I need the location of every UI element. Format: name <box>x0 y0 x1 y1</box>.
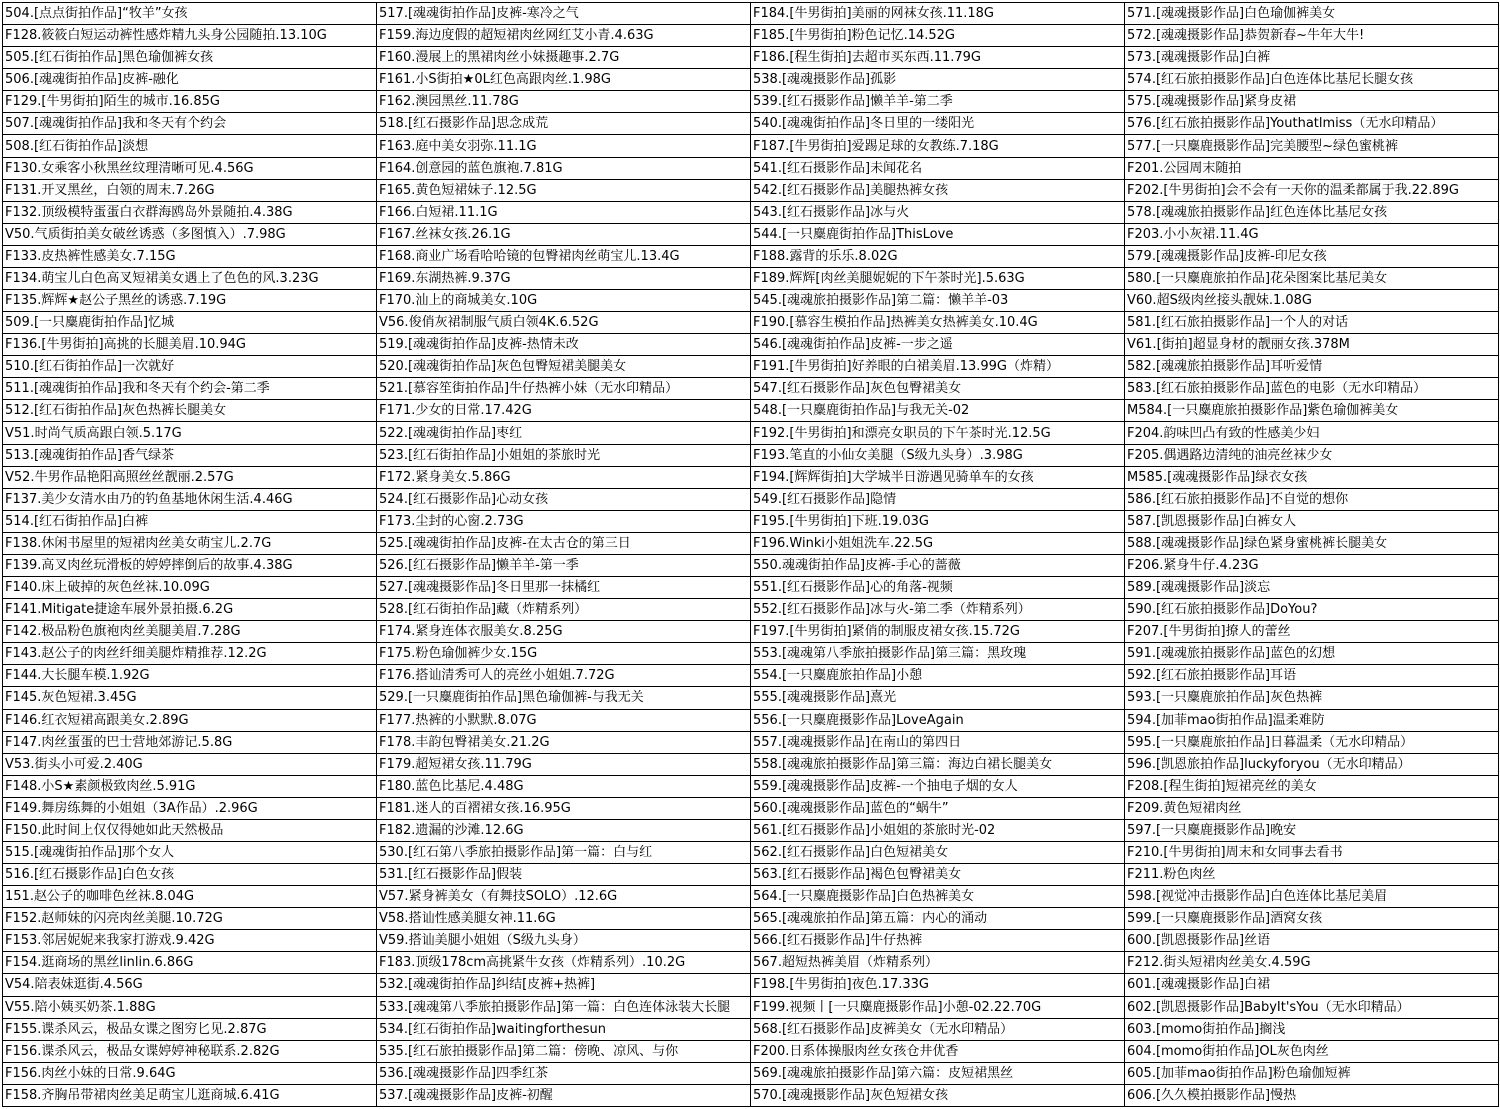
table-row <box>3 223 1499 245</box>
table-cell: F133.皮热裤性感美女.7.15G <box>3 245 377 267</box>
table-row <box>3 1062 1499 1084</box>
table-cell: F166.白短裙.11.1G <box>377 201 751 223</box>
table-cell: 596.[凯恩旅拍作品]luckyforyou（无水印精品） <box>1125 753 1499 775</box>
table-cell: 568.[红石摄影作品]皮裤美女（无水印精品） <box>751 1018 1125 1040</box>
table-cell: 515.[魂魂街拍作品]那个女人 <box>3 841 377 863</box>
file-list-table <box>2 2 1499 1107</box>
table-cell: 538.[魂魂摄影作品]孤影 <box>751 69 1125 91</box>
table-cell: 564.[一只麋鹿摄影作品]白色热裤美女 <box>751 886 1125 908</box>
table-cell: F176.搭讪清秀可人的亮丝小姐姐.7.72G <box>377 665 751 687</box>
table-cell: 509.[一只麋鹿街拍作品]忆城 <box>3 312 377 334</box>
table-cell: F155.谍杀风云，极品女谍之图穷匕见.2.87G <box>3 1018 377 1040</box>
table-cell: F182.遗漏的沙滩.12.6G <box>377 819 751 841</box>
table-cell: 580.[一只麋鹿旅拍作品]花朵图案比基尼美女 <box>1125 267 1499 289</box>
table-cell: F152.赵师妹的闪亮肉丝美腿.10.72G <box>3 908 377 930</box>
table-cell: F144.大长腿车模.1.92G <box>3 665 377 687</box>
table-cell: F205.偶遇路边清纯的油亮丝袜少女 <box>1125 444 1499 466</box>
table-row <box>3 709 1499 731</box>
table-row <box>3 378 1499 400</box>
table-row <box>3 47 1499 69</box>
table-row <box>3 665 1499 687</box>
table-cell: F143.赵公子的肉丝纤细美腿炸精推荐.12.2G <box>3 643 377 665</box>
table-cell: 151.赵公子的咖啡色丝袜.8.04G <box>3 886 377 908</box>
table-cell: 590.[红石旅拍摄影作品]DoYou? <box>1125 599 1499 621</box>
table-cell: 535.[红石旅拍摄影作品]第二篇：傍晚、凉风、与你 <box>377 1040 751 1062</box>
table-cell: 532.[魂魂街拍作品]纠结[皮裤+热裤] <box>377 974 751 996</box>
table-row <box>3 245 1499 267</box>
table-cell: 537.[魂魂摄影作品]皮裤-初醒 <box>377 1084 751 1106</box>
table-cell: 548.[一只麋鹿街拍作品]与我无关-02 <box>751 400 1125 422</box>
table-cell: 521.[慕容笙街拍作品]牛仔热裤小妹（无水印精品） <box>377 378 751 400</box>
table-cell: F169.东湖热裤.9.37G <box>377 267 751 289</box>
table-cell: F206.紧身牛仔.4.23G <box>1125 554 1499 576</box>
table-cell: 553.[魂魂第八季旅拍摄影作品]第三篇：黑玫瑰 <box>751 643 1125 665</box>
table-row <box>3 775 1499 797</box>
table-cell: 510.[红石街拍作品]一次就好 <box>3 356 377 378</box>
table-row <box>3 400 1499 422</box>
table-row <box>3 290 1499 312</box>
table-cell: 542.[红石摄影作品]美腿热裤女孩 <box>751 179 1125 201</box>
table-cell: 533.[魂魂第八季旅拍摄影作品]第一篇：白色连体泳装大长腿 <box>377 996 751 1018</box>
table-cell: F175.粉色瑜伽裤少女.15G <box>377 643 751 665</box>
table-cell: F130.女乘客小秋黑丝纹理清晰可见.4.56G <box>3 157 377 179</box>
table-cell: F172.紧身美女.5.86G <box>377 466 751 488</box>
table-cell: F163.庭中美女羽弥.11.1G <box>377 135 751 157</box>
table-cell: V61.[街拍]超显身材的靓丽女孩.378M <box>1125 334 1499 356</box>
table-cell: 544.[一只麋鹿街拍作品]ThisLove <box>751 223 1125 245</box>
table-cell: 522.[魂魂街拍作品]枣红 <box>377 422 751 444</box>
table-cell: 530.[红石第八季旅拍摄影作品]第一篇：白与红 <box>377 841 751 863</box>
table-cell: F162.澳园黑丝.11.78G <box>377 91 751 113</box>
table-cell: 512.[红石街拍作品]灰色热裤长腿美女 <box>3 400 377 422</box>
table-cell: F174.紧身连体衣服美女.8.25G <box>377 621 751 643</box>
table-cell: 574.[红石旅拍摄影作品]白色连体比基尼长腿女孩 <box>1125 69 1499 91</box>
table-cell: 563.[红石摄影作品]褐色包臀裙美女 <box>751 864 1125 886</box>
table-row <box>3 510 1499 532</box>
table-cell: 514.[红石街拍作品]白裤 <box>3 510 377 532</box>
table-cell: F145.灰色短裙.3.45G <box>3 687 377 709</box>
table-row <box>3 91 1499 113</box>
table-cell: F131.开叉黑丝，白领的周末.7.26G <box>3 179 377 201</box>
table-cell: F193.笔直的小仙女美腿（S级九头身）.3.98G <box>751 444 1125 466</box>
table-row <box>3 554 1499 576</box>
table-cell: F134.萌宝儿白色高叉短裙美女遇上了色色的风.3.23G <box>3 267 377 289</box>
table-cell: 556.[一只麋鹿摄影作品]LoveAgain <box>751 709 1125 731</box>
table-cell: F189.辉辉[肉丝美腿妮妮的下午茶时光].5.63G <box>751 267 1125 289</box>
table-cell: F188.露背的乐乐.8.02G <box>751 245 1125 267</box>
table-row <box>3 422 1499 444</box>
table-cell: 520.[魂魂街拍作品]灰色包臀短裙美腿美女 <box>377 356 751 378</box>
table-cell: F177.热裤的小默默.8.07G <box>377 709 751 731</box>
table-cell: F165.黄色短裙妹子.12.5G <box>377 179 751 201</box>
table-cell: 540.[魂魂街拍作品]冬日里的一缕阳光 <box>751 113 1125 135</box>
table-cell: F207.[牛男街拍]撩人的蕾丝 <box>1125 621 1499 643</box>
table-cell: F132.顶级模特蛋蛋白衣群海鸥岛外景随拍.4.38G <box>3 201 377 223</box>
table-cell: 561.[红石摄影作品]小姐姐的茶旅时光-02 <box>751 819 1125 841</box>
table-row <box>3 488 1499 510</box>
table-cell: 587.[凯恩摄影作品]白裤女人 <box>1125 510 1499 532</box>
file-list-body <box>3 3 1499 1107</box>
table-row <box>3 819 1499 841</box>
table-cell: 518.[红石摄影作品]思念成荒 <box>377 113 751 135</box>
table-row <box>3 532 1499 554</box>
table-cell: 504.[点点街拍作品]“牧羊”女孩 <box>3 3 377 25</box>
table-cell: 524.[红石摄影作品]心动女孩 <box>377 488 751 510</box>
table-cell: 566.[红石摄影作品]牛仔热裤 <box>751 930 1125 952</box>
table-cell: 517.[魂魂街拍作品]皮裤-寒冷之气 <box>377 3 751 25</box>
table-row <box>3 797 1499 819</box>
table-cell: 582.[魂魂旅拍摄影作品]耳听爱情 <box>1125 356 1499 378</box>
table-cell: F141.Mitigate捷途车展外景拍摄.6.2G <box>3 599 377 621</box>
table-cell: 576.[红石旅拍摄影作品]Youthatlmiss（无水印精品） <box>1125 113 1499 135</box>
table-cell: F208.[程生街拍]短裙亮丝的美女 <box>1125 775 1499 797</box>
table-cell: F128.筱筱白短运动裤性感炸精九头身公园随拍.13.10G <box>3 25 377 47</box>
table-row <box>3 466 1499 488</box>
table-cell: F180.蓝色比基尼.4.48G <box>377 775 751 797</box>
table-cell: 560.[魂魂摄影作品]蓝色的“蜗牛” <box>751 797 1125 819</box>
table-cell: F147.肉丝蛋蛋的巴士营地郊游记.5.8G <box>3 731 377 753</box>
table-row <box>3 179 1499 201</box>
table-cell: F129.[牛男街拍]陌生的城市.16.85G <box>3 91 377 113</box>
table-cell: V54.陪表妹逛街.4.56G <box>3 974 377 996</box>
table-row <box>3 201 1499 223</box>
table-row <box>3 621 1499 643</box>
table-cell: 594.[加菲mao街拍作品]温柔难防 <box>1125 709 1499 731</box>
table-row <box>3 908 1499 930</box>
table-row <box>3 974 1499 996</box>
table-cell: F154.逛商场的黑丝linlin.6.86G <box>3 952 377 974</box>
table-cell: F181.迷人的百褶裙女孩.16.95G <box>377 797 751 819</box>
table-cell: 525.[魂魂街拍作品]皮裤-在太古仓的第三日 <box>377 532 751 554</box>
table-cell: 552.[红石摄影作品]冰与火-第二季（炸精系列） <box>751 599 1125 621</box>
table-cell: 603.[momo街拍作品]搁浅 <box>1125 1018 1499 1040</box>
table-cell: 549.[红石摄影作品]隐情 <box>751 488 1125 510</box>
table-row <box>3 267 1499 289</box>
table-cell: F140.床上破掉的灰色丝袜.10.09G <box>3 577 377 599</box>
table-cell: F178.丰韵包臀裙美女.21.2G <box>377 731 751 753</box>
table-cell: 599.[一只麋鹿摄影作品]酒窝女孩 <box>1125 908 1499 930</box>
table-cell: F168.商业广场看哈哈镜的包臀裙肉丝萌宝儿.13.4G <box>377 245 751 267</box>
table-cell: 558.[魂魂旅拍摄影作品]第三篇：海边白裙长腿美女 <box>751 753 1125 775</box>
table-cell: V58.搭讪性感美腿女神.11.6G <box>377 908 751 930</box>
table-cell: F211.粉色肉丝 <box>1125 864 1499 886</box>
table-cell: 511.[魂魂街拍作品]我和冬天有个约会-第二季 <box>3 378 377 400</box>
table-cell: 528.[红石街拍作品]藏（炸精系列） <box>377 599 751 621</box>
table-cell: F138.休闲书屋里的短裙肉丝美女萌宝儿.2.7G <box>3 532 377 554</box>
table-cell: F200.日系体操服肉丝女孩仓井优香 <box>751 1040 1125 1062</box>
table-cell: F150.此时间上仅仅得她如此天然极品 <box>3 819 377 841</box>
table-cell: F196.Winki小姐姐洗车.22.5G <box>751 532 1125 554</box>
table-cell: F186.[程生街拍]去超市买东西.11.79G <box>751 47 1125 69</box>
table-cell: 523.[红石街拍作品]小姐姐的茶旅时光 <box>377 444 751 466</box>
table-cell: F170.汕上的商城美女.10G <box>377 290 751 312</box>
table-row <box>3 334 1499 356</box>
table-cell: V57.紧身裤美女（有舞技SOLO）.12.6G <box>377 886 751 908</box>
table-row <box>3 753 1499 775</box>
table-cell: F158.齐胸吊带裙肉丝美足萌宝儿逛商城.6.41G <box>3 1084 377 1106</box>
table-cell: M585.[魂魂摄影作品]绿衣女孩 <box>1125 466 1499 488</box>
table-cell: F179.超短裙女孩.11.79G <box>377 753 751 775</box>
table-cell: 550.魂魂街拍作品]皮裤-手心的蔷薇 <box>751 554 1125 576</box>
table-cell: 531.[红石摄影作品]假装 <box>377 864 751 886</box>
table-cell: 559.[魂魂摄影作品]皮裤-一个抽电子烟的女人 <box>751 775 1125 797</box>
table-row <box>3 841 1499 863</box>
table-cell: V55.陪小姨买奶茶.1.88G <box>3 996 377 1018</box>
table-cell: 562.[红石摄影作品]白色短裙美女 <box>751 841 1125 863</box>
table-cell: 545.[魂魂旅拍摄影作品]第二篇：懒羊羊-03 <box>751 290 1125 312</box>
table-cell: 516.[红石摄影作品]白色女孩 <box>3 864 377 886</box>
table-cell: 567.超短热裤美眉（炸精系列） <box>751 952 1125 974</box>
table-cell: 505.[红石街拍作品]黑色瑜伽裤女孩 <box>3 47 377 69</box>
table-cell: F146.红衣短裙高跟美女.2.89G <box>3 709 377 731</box>
table-cell: F148.小S★素颜极致肉丝.5.91G <box>3 775 377 797</box>
table-cell: F167.丝袜女孩.26.1G <box>377 223 751 245</box>
table-cell: F209.黄色短裙肉丝 <box>1125 797 1499 819</box>
table-cell: V50.气质街拍美女破丝诱惑（多图慎入）.7.98G <box>3 223 377 245</box>
table-cell: 551.[红石摄影作品]心的角落-视频 <box>751 577 1125 599</box>
table-cell: F202.[牛男街拍]会不会有一天你的温柔都属于我.22.89G <box>1125 179 1499 201</box>
table-row <box>3 687 1499 709</box>
table-cell: 529.[一只麋鹿街拍作品]黑色瑜伽裤-与我无关 <box>377 687 751 709</box>
table-cell: 601.[魂魂摄影作品]白裙 <box>1125 974 1499 996</box>
table-cell: F171.少女的日常.17.42G <box>377 400 751 422</box>
table-cell: F153.邻居妮妮来我家打游戏.9.42G <box>3 930 377 952</box>
table-row <box>3 643 1499 665</box>
table-row <box>3 444 1499 466</box>
table-row <box>3 3 1499 25</box>
table-cell: 579.[魂魂摄影作品]皮裤-印尼女孩 <box>1125 245 1499 267</box>
table-cell: 572.[魂魂摄影作品]恭贺新春~牛年大牛! <box>1125 25 1499 47</box>
table-cell: V56.俊俏灰裙制服气质白领4K.6.52G <box>377 312 751 334</box>
table-row <box>3 864 1499 886</box>
table-cell: 573.[魂魂摄影作品]白裤 <box>1125 47 1499 69</box>
table-cell: 541.[红石摄影作品]未闻花名 <box>751 157 1125 179</box>
table-cell: 547.[红石摄影作品]灰色包臀裙美女 <box>751 378 1125 400</box>
table-cell: 588.[魂魂摄影作品]绿色紧身蜜桃裤长腿美女 <box>1125 532 1499 554</box>
table-cell: F183.顶级178cm高挑紧牛女孩（炸精系列）.10.2G <box>377 952 751 974</box>
table-cell: F156.谍杀风云，极品女谍婷婷神秘联系.2.82G <box>3 1040 377 1062</box>
table-cell: 555.[魂魂摄影作品]熹光 <box>751 687 1125 709</box>
table-row <box>3 996 1499 1018</box>
table-cell: F194.[辉辉街拍]大学城半日游遇见骑单车的女孩 <box>751 466 1125 488</box>
table-cell: 536.[魂魂摄影作品]四季红茶 <box>377 1062 751 1084</box>
table-cell: 583.[红石旅拍摄影作品]蓝色的电影（无水印精品） <box>1125 378 1499 400</box>
table-cell: 527.[魂魂摄影作品]冬日里那一抹橘红 <box>377 577 751 599</box>
table-cell: 589.[魂魂摄影作品]淡忘 <box>1125 577 1499 599</box>
table-cell: F135.辉辉★赵公子黑丝的诱惑.7.19G <box>3 290 377 312</box>
table-row <box>3 1018 1499 1040</box>
table-cell: 597.[一只麋鹿摄影作品]晚安 <box>1125 819 1499 841</box>
table-cell: M584.[一只麋鹿旅拍摄影作品]紫色瑜伽裤美女 <box>1125 400 1499 422</box>
table-cell: F210.[牛男街拍]周末和女同事去看书 <box>1125 841 1499 863</box>
table-cell: 570.[魂魂摄影作品]灰色短裙女孩 <box>751 1084 1125 1106</box>
table-row <box>3 157 1499 179</box>
table-cell: 534.[红石街拍作品]waitingforthesun <box>377 1018 751 1040</box>
table-cell: 593.[一只麋鹿旅拍作品]灰色热裤 <box>1125 687 1499 709</box>
table-row <box>3 113 1499 135</box>
table-cell: F187.[牛男街拍]爱踢足球的女教练.7.18G <box>751 135 1125 157</box>
table-cell: F197.[牛男街拍]紧俏的制服皮裙女孩.15.72G <box>751 621 1125 643</box>
table-cell: 586.[红石旅拍摄影作品]不自觉的想你 <box>1125 488 1499 510</box>
table-cell: 565.[魂魂旅拍作品]第五篇：内心的涌动 <box>751 908 1125 930</box>
table-cell: F160.漫展上的黑裙肉丝小妹摄趣事.2.7G <box>377 47 751 69</box>
table-cell: F198.[牛男街拍]夜色.17.33G <box>751 974 1125 996</box>
table-cell: F159.海边度假的超短裙肉丝网红艾小青.4.63G <box>377 25 751 47</box>
table-row <box>3 930 1499 952</box>
table-cell: V60.超S级肉丝接头靓妹.1.08G <box>1125 290 1499 312</box>
table-cell: 598.[视觉冲击摄影作品]白色连体比基尼美眉 <box>1125 886 1499 908</box>
table-cell: 602.[凯恩摄影作品]BabyIt'sYou（无水印精品） <box>1125 996 1499 1018</box>
table-row <box>3 25 1499 47</box>
table-cell: F185.[牛男街拍]粉色记忆.14.52G <box>751 25 1125 47</box>
table-cell: 554.[一只麋鹿旅拍作品]小憩 <box>751 665 1125 687</box>
table-cell: F199.视频丨[一只麋鹿摄影作品]小憩-02.22.70G <box>751 996 1125 1018</box>
table-cell: 575.[魂魂摄影作品]紧身皮裙 <box>1125 91 1499 113</box>
table-row <box>3 135 1499 157</box>
table-cell: 539.[红石摄影作品]懒羊羊-第二季 <box>751 91 1125 113</box>
table-row <box>3 886 1499 908</box>
table-cell: 513.[魂魂街拍作品]香气绿茶 <box>3 444 377 466</box>
table-row <box>3 312 1499 334</box>
table-row <box>3 599 1499 621</box>
table-row <box>3 577 1499 599</box>
table-row <box>3 356 1499 378</box>
table-cell: F142.极品粉色旗袍肉丝美腿美眉.7.28G <box>3 621 377 643</box>
table-cell: F173.尘封的心窗.2.73G <box>377 510 751 532</box>
table-cell: V59.搭讪美腿小姐姐（S级九头身） <box>377 930 751 952</box>
table-cell: F156.肉丝小妹的日常.9.64G <box>3 1062 377 1084</box>
table-cell: V51.时尚气质高跟白领.5.17G <box>3 422 377 444</box>
table-cell: F204.韵味凹凸有致的性感美少妇 <box>1125 422 1499 444</box>
table-cell: 606.[久久模拍摄影作品]慢热 <box>1125 1084 1499 1106</box>
table-cell: 592.[红石旅拍摄影作品]耳语 <box>1125 665 1499 687</box>
table-cell: F184.[牛男街拍]美丽的网袜女孩.11.18G <box>751 3 1125 25</box>
table-row <box>3 1040 1499 1062</box>
table-cell: F195.[牛男街拍]下班.19.03G <box>751 510 1125 532</box>
table-cell: F190.[慕容生模拍作品]热裤美女热裤美女.10.4G <box>751 312 1125 334</box>
table-cell: F137.美少女清水由乃的钓鱼基地休闲生活.4.46G <box>3 488 377 510</box>
table-cell: F203.小小灰裙.11.4G <box>1125 223 1499 245</box>
table-cell: 571.[魂魂摄影作品]白色瑜伽裤美女 <box>1125 3 1499 25</box>
table-cell: V52.牛男作品艳阳高照丝丝靓丽.2.57G <box>3 466 377 488</box>
table-cell: 546.[魂魂街拍作品]皮裤-一步之遥 <box>751 334 1125 356</box>
table-cell: F192.[牛男街拍]和漂亮女职员的下午茶时光.12.5G <box>751 422 1125 444</box>
table-cell: 581.[红石旅拍摄影作品]一个人的对话 <box>1125 312 1499 334</box>
table-cell: 519.[魂魂街拍作品]皮裤-热情未改 <box>377 334 751 356</box>
table-cell: 604.[momo街拍作品]OL灰色肉丝 <box>1125 1040 1499 1062</box>
table-row <box>3 1084 1499 1106</box>
table-cell: 508.[红石街拍作品]淡想 <box>3 135 377 157</box>
table-cell: 577.[一只麋鹿摄影作品]完美腰型~绿色蜜桃裤 <box>1125 135 1499 157</box>
table-cell: 591.[魂魂旅拍摄影作品]蓝色的幻想 <box>1125 643 1499 665</box>
table-cell: 569.[魂魂旅拍摄影作品]第六篇：皮短裙黑丝 <box>751 1062 1125 1084</box>
table-row <box>3 731 1499 753</box>
table-cell: 578.[魂魂旅拍摄影作品]红色连体比基尼女孩 <box>1125 201 1499 223</box>
table-cell: V53.街头小可爱.2.40G <box>3 753 377 775</box>
table-cell: 557.[魂魂摄影作品]在南山的第四日 <box>751 731 1125 753</box>
table-cell: F191.[牛男街拍]好养眼的白裙美眉.13.99G（炸精） <box>751 356 1125 378</box>
table-cell: 595.[一只麋鹿旅拍作品]日暮温柔（无水印精品） <box>1125 731 1499 753</box>
table-row <box>3 952 1499 974</box>
table-cell: F139.高叉肉丝玩滑板的婷婷摔倒后的故事.4.38G <box>3 554 377 576</box>
table-cell: 543.[红石摄影作品]冰与火 <box>751 201 1125 223</box>
table-cell: F201.公园周末随拍 <box>1125 157 1499 179</box>
table-cell: 600.[凯恩摄影作品]丝语 <box>1125 930 1499 952</box>
table-cell: F212.街头短裙肉丝美女.4.59G <box>1125 952 1499 974</box>
table-cell: F164.创意园的蓝色旗袍.7.81G <box>377 157 751 179</box>
table-cell: F161.小S街拍★0L红色高跟肉丝.1.98G <box>377 69 751 91</box>
table-cell: F149.舞房练舞的小姐姐（3A作品）.2.96G <box>3 797 377 819</box>
table-cell: 526.[红石摄影作品]懒羊羊-第一季 <box>377 554 751 576</box>
table-cell: 506.[魂魂街拍作品]皮裤-融化 <box>3 69 377 91</box>
table-row <box>3 69 1499 91</box>
table-cell: 605.[加菲mao街拍作品]粉色瑜伽短裤 <box>1125 1062 1499 1084</box>
table-cell: F136.[牛男街拍]高挑的长腿美眉.10.94G <box>3 334 377 356</box>
table-cell: 507.[魂魂街拍作品]我和冬天有个约会 <box>3 113 377 135</box>
